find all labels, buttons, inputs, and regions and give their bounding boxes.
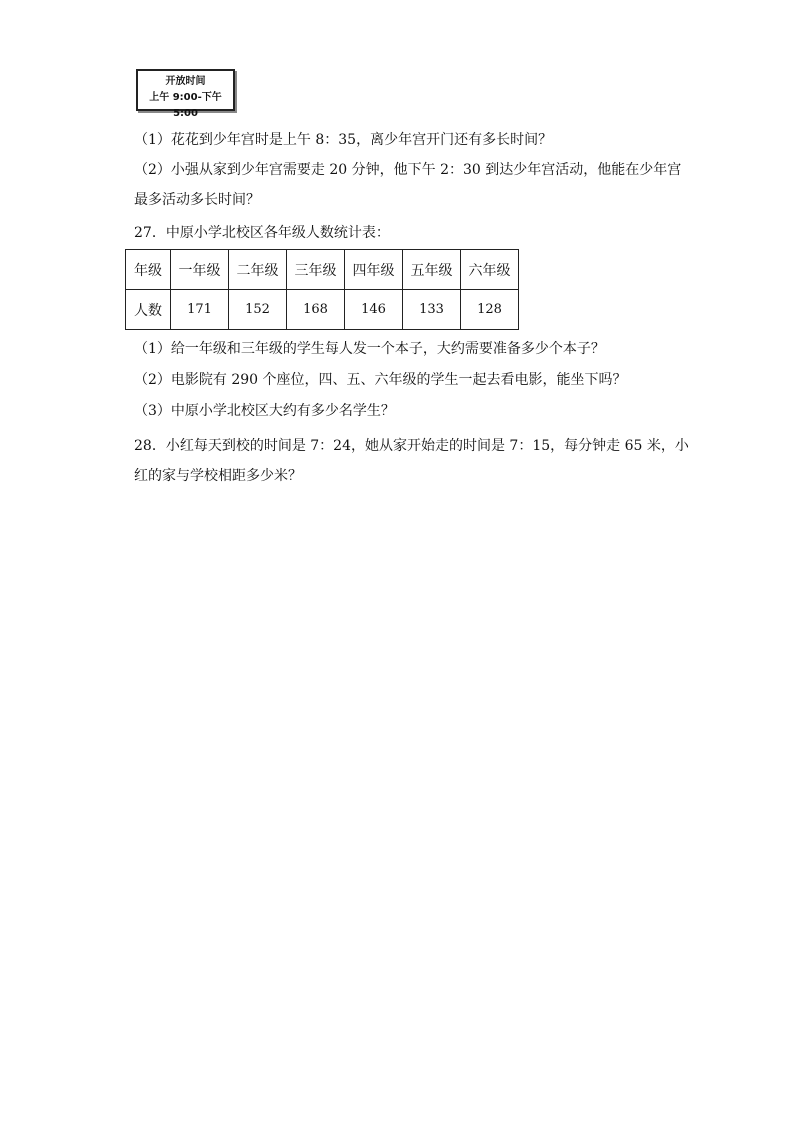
opening-hours-time: 上午 9:00-下午 5:00 [149,92,222,119]
table-row-label: 人数 [126,290,171,330]
count-cell: 133 [403,290,461,330]
grade-stats-table [125,249,519,330]
q27-subquestion-2: （2）电影院有 290 个座位，四、五、六年级的学生一起去看电影，能坐下吗？ [134,372,627,388]
q27-subquestion-3: （3）中原小学北校区大约有多少名学生？ [134,403,395,419]
grade-cell: 四年级 [345,250,403,290]
grade-cell: 一年级 [171,250,229,290]
q28-line-2: 红的家与学校相距多少米？ [134,468,302,484]
q26-subquestion-2-line-1: （2）小强从家到少年宫需要走 20 分钟，他下午 2：30 到达少年宫活动，他能在少年宫 [134,162,682,178]
count-cell: 168 [287,290,345,330]
grade-cell: 五年级 [403,250,461,290]
q26-subquestion-1: （1）花花到少年宫时是上午 8：35，离少年宫开门还有多长时间？ [134,132,553,148]
grade-cell: 二年级 [229,250,287,290]
count-cell: 128 [461,290,519,330]
opening-hours-title: 开放时间 [165,76,206,87]
q27-title: 27．中原小学北校区各年级人数统计表： [134,225,390,241]
q28-line-1: 28．小红每天到校的时间是 7：24，她从家开始走的时间是 7：15，每分钟走 65 米，小 [134,438,689,454]
opening-hours-sign [136,69,235,119]
count-cell: 152 [229,290,287,330]
table-data-row [126,290,519,330]
table-header-label: 年级 [126,250,171,290]
count-cell: 146 [345,290,403,330]
grade-cell: 六年级 [461,250,519,290]
grade-cell: 三年级 [287,250,345,290]
q27-subquestion-1: （1）给一年级和三年级的学生每人发一个本子，大约需要准备多少个本子？ [134,341,605,357]
count-cell: 171 [171,290,229,330]
q26-subquestion-2-line-2: 最多活动多长时间？ [134,192,260,208]
table-header-row [126,250,519,290]
